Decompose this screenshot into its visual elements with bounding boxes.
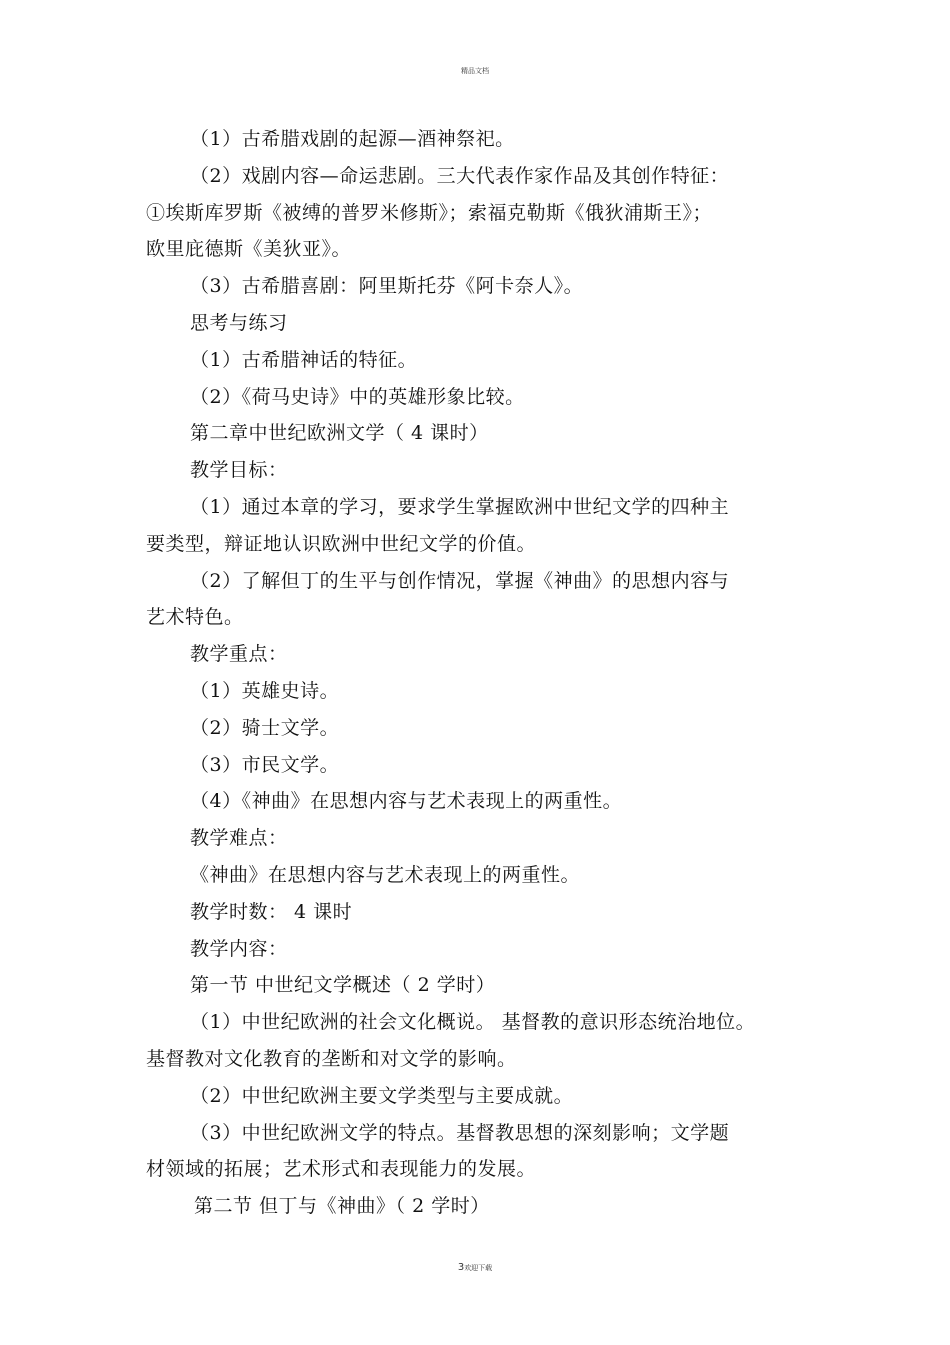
text-line: （3）中世纪欧洲文学的特点。基督教思想的深刻影响；文学题 — [190, 1122, 730, 1144]
section-heading: 教学重点： — [190, 643, 288, 665]
text-line: 要类型，辩证地认识欧洲中世纪文学的价值。 — [146, 533, 537, 555]
text-line: 材领域的拓展；艺术形式和表现能力的发展。 — [146, 1158, 537, 1180]
section-heading: 教学内容： — [190, 938, 288, 960]
chapter-heading: 第二章中世纪欧洲文学（ 4 课时） — [190, 422, 489, 444]
text-line: （2）戏剧内容—命运悲剧。三大代表作家作品及其创作特征： — [190, 165, 730, 187]
text-line: （3）古希腊喜剧：阿里斯托芬《阿卡奈人》。 — [190, 275, 584, 297]
text-line: （2）中世纪欧洲主要文学类型与主要成就。 — [190, 1085, 574, 1107]
text-line: 欧里庇德斯《美狄亚》。 — [146, 238, 352, 260]
text-line: （1）通过本章的学习，要求学生掌握欧洲中世纪文学的四种主 — [190, 496, 730, 518]
text-line: （1）古希腊戏剧的起源—酒神祭祀。 — [190, 128, 515, 150]
text-line: 教学时数： 4 课时 — [190, 901, 353, 923]
text-line: （3）市民文学。 — [190, 754, 340, 776]
text-line: 艺术特色。 — [146, 606, 244, 628]
text-line: （1）古希腊神话的特征。 — [190, 349, 418, 371]
section-heading: 教学难点： — [190, 827, 288, 849]
text-line: 基督教对文化教育的垄断和对文学的影响。 — [146, 1048, 517, 1070]
section-heading: 第二节 但丁与《神曲》（ 2 学时） — [194, 1195, 490, 1217]
text-line: （2）《荷马史诗》中的英雄形象比较。 — [190, 386, 525, 408]
footer-text: 欢迎下载 — [464, 1264, 493, 1272]
text-line: 《神曲》在思想内容与艺术表现上的两重性。 — [190, 864, 581, 886]
text-line: （4）《神曲》在思想内容与艺术表现上的两重性。 — [190, 790, 623, 812]
section-heading: 教学目标： — [190, 459, 288, 481]
section-heading: 第一节 中世纪文学概述（ 2 学时） — [190, 974, 496, 996]
text-line: ①埃斯库罗斯《被缚的普罗米修斯》；索福克勒斯《俄狄浦斯王》； — [146, 202, 713, 224]
text-line: （2）了解但丁的生平与创作情况，掌握《神曲》的思想内容与 — [190, 570, 730, 592]
text-line: （1）中世纪欧洲的社会文化概说。 基督教的意识形态统治地位。 — [190, 1011, 756, 1033]
page-header: 精品文档 — [461, 67, 489, 75]
text-line: （2）骑士文学。 — [190, 717, 340, 739]
section-heading: 思考与练习 — [190, 312, 288, 334]
text-line: （1）英雄史诗。 — [190, 680, 340, 702]
page-number: 3 — [457, 1262, 465, 1273]
page-footer — [0, 1262, 950, 1273]
